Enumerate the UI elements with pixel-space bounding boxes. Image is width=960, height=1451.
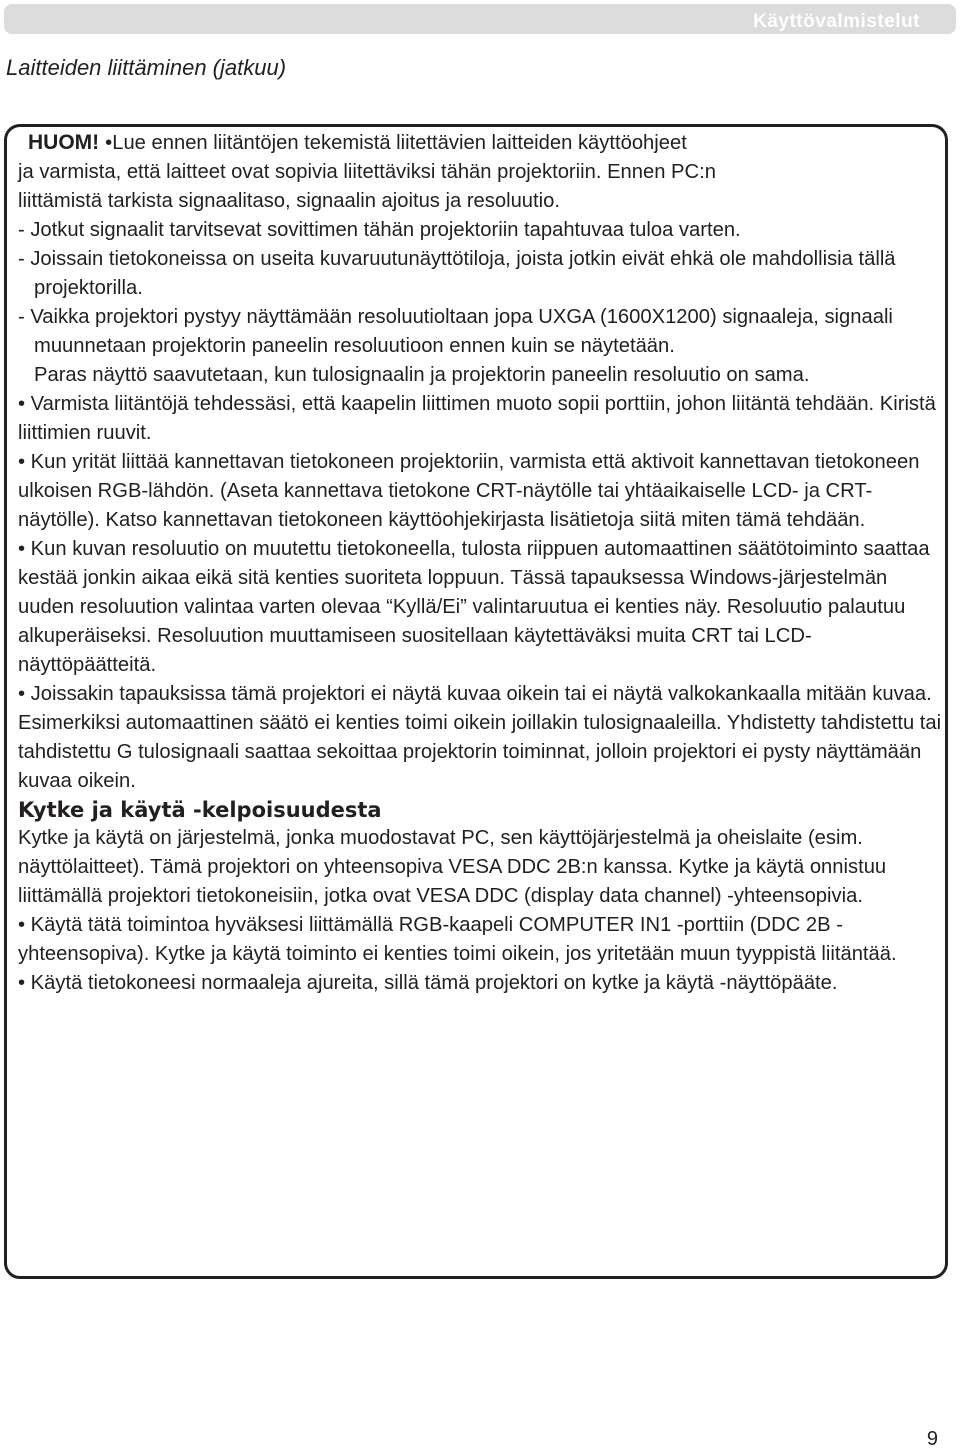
bullet-item: • Joissakin tapauksissa tämä projektori ei näytä kuvaa oikein tai ei näytä valkokankaalla mitään kuvaa. Esimerkiksi automaattinen säätö ei kenties toimi oikein joillakin tulosignaaleilla. Yhdistetty tahdistettu tai tahdistettu G tulosignaali saattaa sekoittaa projektorin toiminnat, jolloin projektori ei pysty näyttämään kuvaa oikein. (18, 683, 942, 792)
note-content (18, 128, 948, 998)
page-number: 9 (926, 1428, 938, 1450)
dash-item: - Vaikka projektori pystyy näyttämään resoluutioltaan jopa UXGA (1600X1200) signaaleja, signaali muunnetaan projektorin paneelin resoluutioon ennen kuin se näytetään. (18, 306, 893, 357)
note-line: ja varmista, että laitteet ovat sopivia liitettäviksi tähän projektoriin. Ennen PC:n (18, 161, 716, 183)
pnp-bullet: • Käytä tietokoneesi normaaleja ajureita, sillä tämä projektori on kytke ja käytä -näyttöpääte. (18, 972, 838, 994)
dash-item: - Jotkut signaalit tarvitsevat sovittimen tähän projektoriin tapahtuvaa tuloa varten. (18, 219, 741, 241)
bullet-item: • Kun yrität liittää kannettavan tietokoneen projektoriin, varmista että aktivoit kannettavan tietokoneen ulkoisen RGB-lähdön. (Aseta kannettava tietokone CRT-näytölle tai yhtäaikaiselle LCD- ja CRT-näytölle). Katso kannettavan tietokoneen käyttöohjekirjasta lisätietoja siitä miten tämä tehdään. (18, 451, 920, 531)
chapter-title: Käyttövalmistelut (753, 11, 920, 32)
pnp-heading: Kytke ja käytä -kelpoisuudesta (18, 798, 382, 822)
bullet-item: • Varmista liitäntöjä tehdessäsi, että kaapelin liittimen muoto sopii porttiin, johon liitäntä tehdään. Kiristä liittimien ruuvit. (18, 393, 936, 444)
bullet-item: • Kun kuvan resoluutio on muutettu tietokoneella, tulosta riippuen automaattinen säätötoiminto saattaa kestää jonkin aikaa eikä sitä kenties suoriteta loppuun. Tässä tapauksessa Windows-järjestelmän uuden resoluution valintaa varten olevaa “Kyllä/Ei” valintaruutua ei kenties näy. Resoluutio palautuu alkuperäiseksi. Resoluution muuttamiseen suositellaan käytettäväksi muita CRT tai LCD-näyttöpäätteitä. (18, 538, 930, 676)
dash-continuation: Paras näyttö saavutetaan, kun tulosignaalin ja projektorin paneelin resoluutio on sama. (34, 364, 810, 386)
note-intro-text: •Lue ennen liitäntöjen tekemistä liitettävien laitteiden käyttöohjeet (105, 132, 687, 154)
note-label: HUOM! (28, 131, 100, 154)
pnp-paragraph: Kytke ja käytä on järjestelmä, jonka muodostavat PC, sen käyttöjärjestelmä ja oheislaite (esim. näyttölaitteet). Tämä projektori on yhteensopiva VESA DDC 2B:n kanssa. Kytke ja käytä onnistuu liittämällä projektori tietokoneisiin, jotka ovat VESA DDC (display data channel) -yhteensopivia. (18, 827, 887, 907)
dash-item: - Joissain tietokoneissa on useita kuvaruutunäyttötiloja, joista jotkin eivät ehkä ole mahdollisia tällä projektorilla. (18, 248, 896, 299)
section-heading: Laitteiden liittäminen (jatkuu) (6, 55, 287, 80)
header-bar (4, 4, 956, 34)
note-intro (18, 128, 948, 158)
note-line: liittämistä tarkista signaalitaso, signaalin ajoitus ja resoluutio. (18, 190, 560, 212)
pnp-bullet: • Käytä tätä toimintoa hyväksesi liittämällä RGB-kaapeli COMPUTER IN1 -porttiin (DDC 2B -yhteensopiva). Kytke ja käytä toiminto ei kenties toimi oikein, jos yritetään muun tyyppistä liitäntää. (18, 914, 897, 965)
